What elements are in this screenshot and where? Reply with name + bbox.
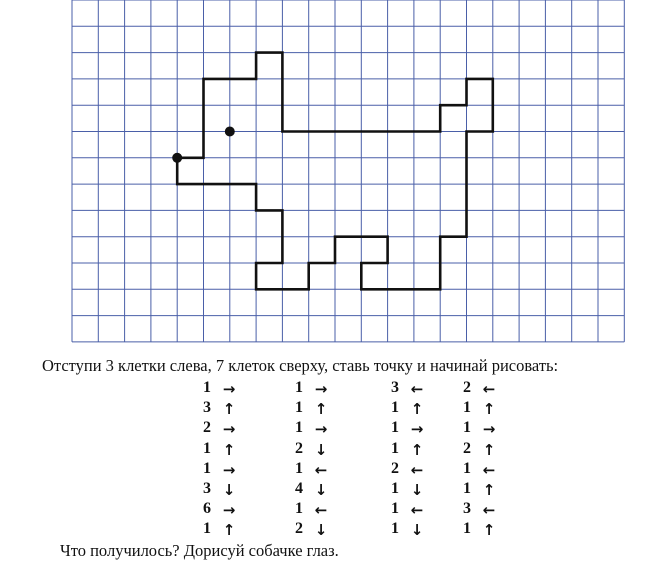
arrow-right-icon: → [314, 380, 328, 398]
command-item [292, 519, 352, 539]
arrow-left-icon: ← [482, 460, 496, 479]
command-column [460, 378, 520, 540]
step-count: 3 [391, 379, 399, 396]
step-count: 3 [203, 479, 211, 497]
command-item [200, 378, 260, 398]
step-count: 1 [203, 379, 211, 396]
command-column [292, 378, 352, 540]
arrow-left-icon: ← [410, 380, 424, 398]
arrow-right-icon: → [222, 501, 236, 520]
arrow-down-icon: ↓ [222, 480, 236, 499]
arrow-right-icon: → [222, 420, 236, 439]
step-count: 1 [295, 399, 303, 417]
step-count: 1 [391, 439, 399, 457]
step-count: 2 [295, 520, 303, 538]
command-item [388, 439, 448, 459]
arrow-up-icon: ↑ [410, 400, 424, 419]
step-count: 1 [463, 419, 471, 437]
command-item [460, 398, 520, 418]
command-item [200, 398, 260, 418]
command-item [460, 378, 520, 398]
step-count: 1 [463, 520, 471, 538]
arrow-right-icon: → [410, 420, 424, 439]
step-count: 1 [463, 459, 471, 477]
instruction-text: Отступи 3 клетки слева, 7 клеток сверху, ставь точку и начинай рисовать: [42, 356, 559, 375]
step-count: 1 [203, 520, 211, 538]
step-count: 1 [463, 479, 471, 497]
step-count: 1 [463, 399, 471, 417]
command-item [460, 459, 520, 479]
step-count: 2 [295, 439, 303, 457]
arrow-up-icon: ↑ [482, 440, 496, 459]
arrow-right-icon: → [482, 420, 496, 439]
step-count: 1 [391, 399, 399, 417]
step-count: 1 [203, 439, 211, 457]
command-item [200, 499, 260, 519]
step-count: 2 [463, 379, 471, 396]
command-item [388, 398, 448, 418]
command-item [460, 479, 520, 499]
arrow-down-icon: ↓ [314, 480, 328, 499]
arrow-up-icon: ↑ [222, 440, 236, 459]
command-item [460, 439, 520, 459]
arrow-up-icon: ↑ [482, 521, 496, 540]
arrow-down-icon: ↓ [314, 521, 328, 540]
question-text: Что получилось? Дорисуй собачке глаз. [60, 541, 339, 560]
step-count: 2 [463, 439, 471, 457]
step-count: 1 [391, 419, 399, 437]
command-item [200, 439, 260, 459]
arrow-up-icon: ↑ [222, 521, 236, 540]
arrow-left-icon: ← [410, 501, 424, 520]
command-item [292, 499, 352, 519]
command-item [388, 479, 448, 499]
command-item [292, 439, 352, 459]
command-item [200, 479, 260, 499]
command-item [292, 479, 352, 499]
command-item [200, 519, 260, 539]
dog-eye-dot [225, 127, 235, 137]
start-point-dot [172, 153, 182, 163]
arrow-up-icon: ↑ [410, 440, 424, 459]
step-count: 1 [295, 419, 303, 437]
arrow-left-icon: ← [482, 380, 496, 398]
command-item [200, 418, 260, 438]
step-count: 1 [391, 500, 399, 518]
command-item [292, 418, 352, 438]
arrow-up-icon: ↑ [222, 400, 236, 419]
command-column [388, 378, 448, 540]
command-item [388, 499, 448, 519]
arrow-down-icon: ↓ [410, 521, 424, 540]
step-count: 3 [463, 500, 471, 518]
command-item [460, 519, 520, 539]
arrow-up-icon: ↑ [482, 480, 496, 499]
command-item [460, 418, 520, 438]
command-column [200, 378, 260, 540]
arrow-right-icon: → [222, 460, 236, 479]
step-count: 2 [391, 459, 399, 477]
command-item [292, 378, 352, 398]
step-count: 4 [295, 479, 303, 497]
arrow-up-icon: ↑ [482, 400, 496, 419]
command-item [388, 378, 448, 398]
step-count: 1 [295, 459, 303, 477]
arrow-up-icon: ↑ [314, 400, 328, 419]
command-item [388, 519, 448, 539]
step-count: 1 [391, 479, 399, 497]
command-item [292, 459, 352, 479]
step-count: 2 [203, 419, 211, 437]
command-item [200, 459, 260, 479]
step-count: 1 [295, 500, 303, 518]
arrow-left-icon: ← [314, 501, 328, 520]
command-item [388, 418, 448, 438]
arrow-left-icon: ← [482, 501, 496, 520]
step-count: 1 [391, 520, 399, 538]
step-count: 3 [203, 399, 211, 417]
arrow-left-icon: ← [314, 460, 328, 479]
step-count: 1 [295, 379, 303, 396]
graph-paper-grid [72, 0, 624, 342]
command-item [388, 459, 448, 479]
step-count: 1 [203, 459, 211, 477]
arrow-right-icon: → [314, 420, 328, 439]
command-item [292, 398, 352, 418]
arrow-down-icon: ↓ [314, 440, 328, 459]
arrow-down-icon: ↓ [410, 480, 424, 499]
arrow-right-icon: → [222, 380, 236, 398]
step-count: 6 [203, 500, 211, 518]
command-item [460, 499, 520, 519]
arrow-left-icon: ← [410, 460, 424, 479]
